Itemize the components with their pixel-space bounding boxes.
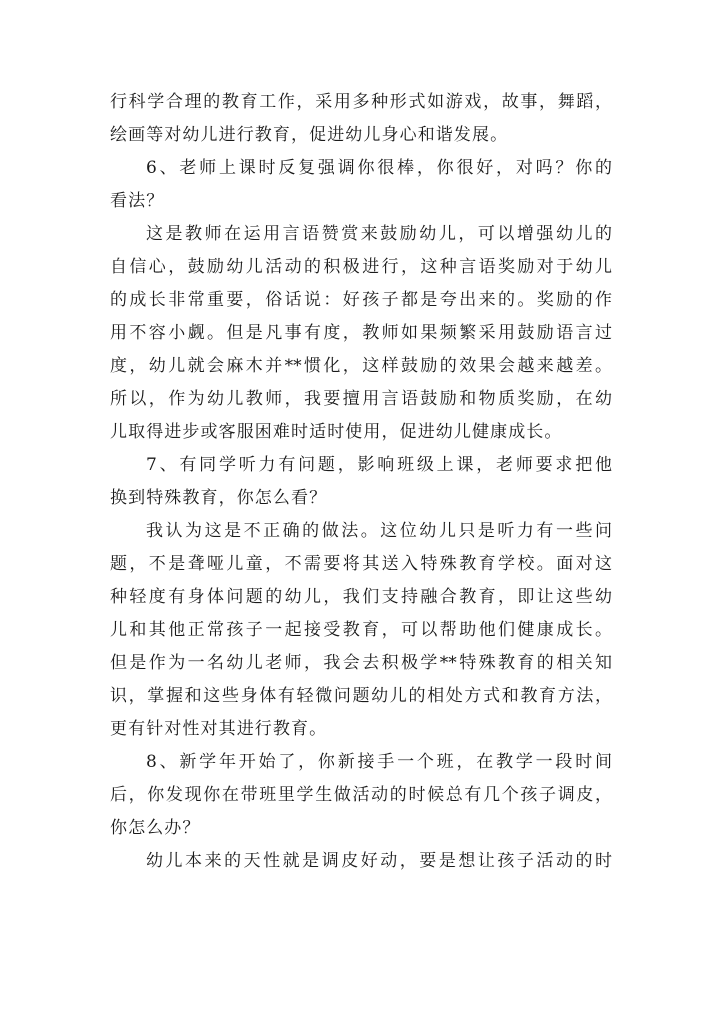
question-line: 你怎么办？	[110, 818, 201, 838]
text-line: 行科学合理的教育工作，采用多种形式如游戏，故事，舞蹈，	[110, 92, 612, 112]
text-line: 更有针对性对其进行教育。	[110, 719, 328, 739]
text-line: 用不容小觑。但是凡事有度，教师如果频繁采用鼓励语言过	[110, 323, 612, 343]
text-line: 我认为这是不正确的做法。这位幼儿只是听力有一些问	[146, 521, 612, 541]
text-line: 自信心，鼓励幼儿活动的积极进行，这种言语奖励对于幼儿	[110, 257, 612, 277]
text-line: 但是作为一名幼儿老师，我会去积极学**特殊教育的相关知	[110, 653, 612, 673]
text-line: 的成长非常重要，俗话说：好孩子都是夸出来的。奖励的作	[110, 290, 612, 310]
text-line: 绘画等对幼儿进行教育，促进幼儿身心和谐发展。	[110, 125, 509, 145]
text-line: 所以，作为幼儿教师，我要擅用言语鼓励和物质奖励，在幼	[110, 389, 612, 409]
question-line: 换到特殊教育，你怎么看？	[110, 488, 328, 508]
text-line: 识，掌握和这些身体有轻微问题幼儿的相处方式和教育方法，	[110, 686, 612, 706]
question-line: 看法？	[110, 191, 165, 211]
question-line: 6、老师上课时反复强调你很棒，你很好，对吗？你的	[146, 158, 612, 178]
text-line: 儿取得进步或客服困难时适时使用，促进幼儿健康成长。	[110, 422, 563, 442]
text-line: 幼儿本来的天性就是调皮好动，要是想让孩子活动的时	[146, 851, 612, 871]
question-line: 7、有同学听力有问题，影响班级上课，老师要求把他	[146, 455, 612, 475]
text-line: 种轻度有身体问题的幼儿，我们支持融合教育，即让这些幼	[110, 587, 612, 607]
text-line: 度，幼儿就会麻木并**惯化，这样鼓励的效果会越来越差。	[110, 356, 612, 376]
question-line: 8、新学年开始了，你新接手一个班，在教学一段时间	[146, 752, 612, 772]
document-page	[110, 86, 612, 878]
text-line: 儿和其他正常孩子一起接受教育，可以帮助他们健康成长。	[110, 620, 612, 640]
text-line: 这是教师在运用言语赞赏来鼓励幼儿，可以增强幼儿的	[146, 224, 612, 244]
question-line: 后，你发现你在带班里学生做活动的时候总有几个孩子调皮，	[110, 785, 612, 805]
text-line: 题，不是聋哑儿童，不需要将其送入特殊教育学校。面对这	[110, 554, 612, 574]
